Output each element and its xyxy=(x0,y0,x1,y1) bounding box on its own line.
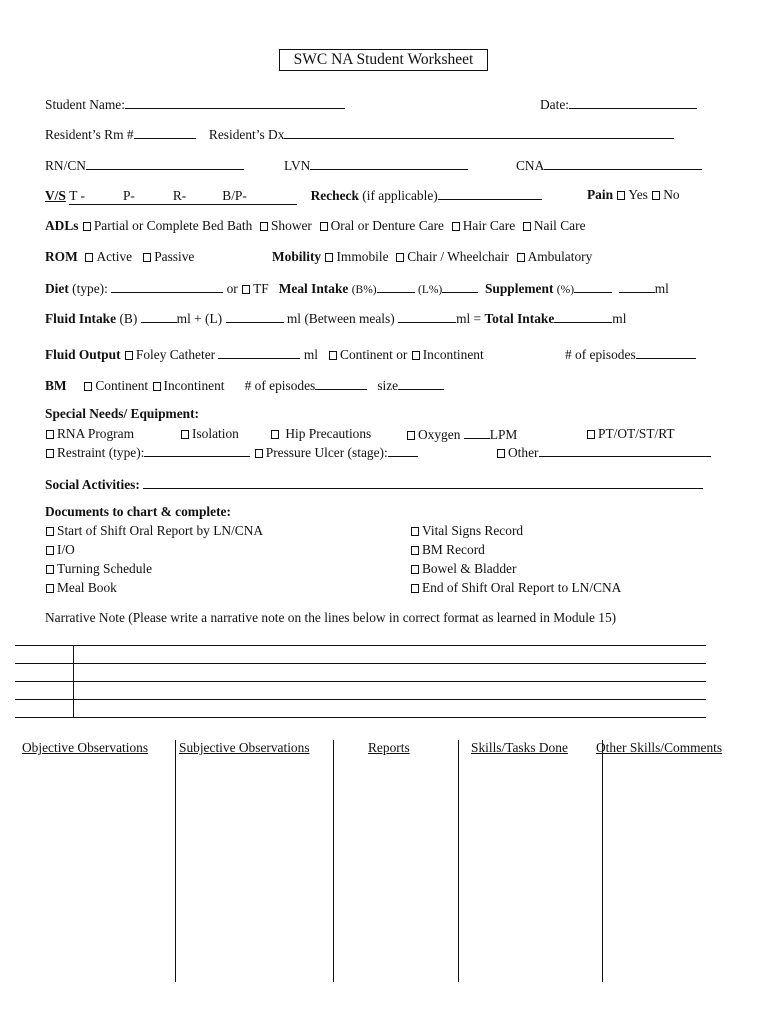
fluid-eq-label: ml = xyxy=(456,311,482,326)
oxygen-item xyxy=(406,426,517,443)
col-objective: Objective Observations xyxy=(22,740,149,755)
narrative-line xyxy=(15,717,706,718)
resident-dx-label: Resident’s Dx xyxy=(208,127,285,142)
nail-care-label: Nail Care xyxy=(533,218,586,233)
date-label: Date: xyxy=(540,97,569,112)
isolation-label: Isolation xyxy=(192,426,239,441)
doc-left-3 xyxy=(45,580,117,596)
supplement-pct-label: (%) xyxy=(556,284,575,296)
adls-label: ADLs xyxy=(45,218,79,233)
doc-label: Vital Signs Record xyxy=(422,523,524,538)
continent-checkbox[interactable] xyxy=(329,351,337,360)
student-name-field[interactable] xyxy=(125,96,345,109)
pt-checkbox[interactable] xyxy=(587,430,595,439)
fluid-between-label: ml (Between meals) xyxy=(286,311,395,326)
adls-row xyxy=(45,218,586,234)
isolation-checkbox[interactable] xyxy=(181,430,189,439)
bp-label: B/P- xyxy=(222,188,247,203)
active-label: Active xyxy=(96,249,133,264)
breakfast-pct-label: (B%) xyxy=(351,284,377,296)
lvn-field[interactable] xyxy=(310,157,468,170)
other-label: Other xyxy=(508,445,539,460)
pain-label: Pain xyxy=(587,187,614,202)
pain-row xyxy=(587,187,680,203)
total-ml-label: ml xyxy=(612,311,627,326)
pain-yes-label: Yes xyxy=(628,187,648,202)
shower-checkbox[interactable] xyxy=(260,222,268,231)
fluid-l-label: ml + (L) xyxy=(176,311,223,326)
oxygen-label: Oxygen xyxy=(418,427,461,442)
fluid-b-field[interactable] xyxy=(141,310,177,323)
ambulatory-label: Ambulatory xyxy=(527,249,593,264)
diet-row xyxy=(45,280,669,298)
pressure-checkbox[interactable] xyxy=(255,449,263,458)
doc-label: I/O xyxy=(57,542,75,557)
recheck-label: Recheck xyxy=(310,188,359,203)
special-needs-row1 xyxy=(45,426,134,442)
resident-dx-field[interactable] xyxy=(284,126,674,139)
fluid-intake-row xyxy=(45,310,626,327)
bm-episodes-field[interactable] xyxy=(315,377,367,390)
isolation-item xyxy=(180,426,239,442)
doc-left-0 xyxy=(45,523,263,539)
supplement-label: Supplement xyxy=(484,281,554,296)
doc-label: Meal Book xyxy=(57,580,117,595)
foley-checkbox[interactable] xyxy=(125,351,133,360)
total-intake-field[interactable] xyxy=(554,310,612,323)
doc-right-3 xyxy=(410,580,621,596)
bm-incontinent-checkbox[interactable] xyxy=(153,382,161,391)
lvn-label: LVN xyxy=(284,158,311,173)
fluid-output-label: Fluid Output xyxy=(45,347,121,362)
student-name-label: Student Name: xyxy=(45,97,125,112)
date-row xyxy=(540,96,697,113)
oxygen-checkbox[interactable] xyxy=(407,431,415,440)
restraint-field[interactable] xyxy=(144,444,250,457)
vital-signs-row xyxy=(45,187,542,205)
pressure-field[interactable] xyxy=(388,444,418,457)
doc-label: Start of Shift Oral Report by LN/CNA xyxy=(57,523,264,538)
passive-checkbox[interactable] xyxy=(143,253,151,262)
nail-care-checkbox[interactable] xyxy=(523,222,531,231)
pressure-label: Pressure Ulcer (stage): xyxy=(265,445,388,460)
documents-heading: Documents to chart & complete: xyxy=(45,504,231,519)
cna-row xyxy=(516,157,702,174)
fluid-output-row xyxy=(45,346,484,363)
lunch-pct-label: (L%) xyxy=(417,284,443,296)
incontinent-label: Incontinent xyxy=(422,347,484,362)
output-episodes-field[interactable] xyxy=(636,346,696,359)
doc-left-1 xyxy=(45,542,75,558)
recheck-note: (if applicable) xyxy=(362,188,438,203)
oral-care-checkbox[interactable] xyxy=(320,222,328,231)
fluid-l-field[interactable] xyxy=(226,310,284,323)
doc-checkbox[interactable] xyxy=(46,565,54,574)
bm-size-field[interactable] xyxy=(398,377,444,390)
doc-checkbox[interactable] xyxy=(46,546,54,555)
bm-incontinent-label: Incontinent xyxy=(163,378,225,393)
other-field[interactable] xyxy=(539,444,711,457)
mobility-row xyxy=(272,249,592,265)
hip-item xyxy=(270,426,371,442)
bm-continent-checkbox[interactable] xyxy=(84,382,92,391)
date-field[interactable] xyxy=(569,96,697,109)
column-divider xyxy=(458,740,459,982)
rna-checkbox[interactable] xyxy=(46,430,54,439)
fluid-b-label: (B) xyxy=(119,311,138,326)
or-label: or xyxy=(226,281,238,296)
bm-continent-label: Continent xyxy=(95,378,149,393)
hip-checkbox[interactable] xyxy=(271,430,279,439)
lpm-label: LPM xyxy=(489,427,518,442)
staff-row xyxy=(45,157,244,174)
social-label: Social Activities: xyxy=(45,477,140,492)
diet-label: Diet xyxy=(45,281,69,296)
doc-label: Turning Schedule xyxy=(57,561,153,576)
doc-right-2 xyxy=(410,561,516,577)
restraint-checkbox[interactable] xyxy=(46,449,54,458)
output-episodes-row xyxy=(565,346,696,363)
worksheet-title: SWC NA Student Worksheet xyxy=(279,49,488,71)
lunch-pct-field[interactable] xyxy=(442,280,478,293)
doc-checkbox[interactable] xyxy=(411,565,419,574)
rn-field[interactable] xyxy=(86,157,244,170)
doc-checkbox[interactable] xyxy=(411,546,419,555)
chair-label: Chair / Wheelchair xyxy=(407,249,509,264)
column-divider xyxy=(602,740,603,982)
lvn-row xyxy=(284,157,468,174)
doc-right-1 xyxy=(410,542,485,558)
column-divider xyxy=(333,740,334,982)
r-label: R- xyxy=(172,188,187,203)
vs-label: V/S xyxy=(45,188,66,203)
social-field[interactable] xyxy=(143,476,703,489)
recheck-field[interactable] xyxy=(438,187,542,200)
doc-right-0 xyxy=(410,523,523,539)
bm-label: BM xyxy=(45,378,67,393)
rom-label: ROM xyxy=(45,249,78,264)
cna-label: CNA xyxy=(516,158,545,173)
supplement-ml-label: ml xyxy=(654,281,669,296)
restraint-label: Restraint (type): xyxy=(57,445,145,460)
hair-care-label: Hair Care xyxy=(462,218,516,233)
immobile-label: Immobile xyxy=(336,249,389,264)
pain-no-checkbox[interactable] xyxy=(652,191,660,200)
rom-row xyxy=(45,249,194,265)
narrative-area[interactable] xyxy=(74,646,706,717)
hip-label: Hip Precautions xyxy=(285,426,372,441)
doc-checkbox[interactable] xyxy=(46,584,54,593)
fluid-intake-label: Fluid Intake xyxy=(45,311,117,326)
bed-bath-checkbox[interactable] xyxy=(83,222,91,231)
meal-intake-label: Meal Intake xyxy=(278,281,349,296)
continent-or-label: Continent or xyxy=(340,347,408,362)
bm-episodes-label: # of episodes xyxy=(244,378,316,393)
passive-label: Passive xyxy=(154,249,195,264)
doc-label: End of Shift Oral Report to LN/CNA xyxy=(422,580,622,595)
pt-item xyxy=(586,426,675,442)
doc-left-2 xyxy=(45,561,152,577)
other-checkbox[interactable] xyxy=(497,449,505,458)
vs-field[interactable] xyxy=(69,188,297,205)
hair-care-checkbox[interactable] xyxy=(452,222,460,231)
output-episodes-label: # of episodes xyxy=(565,347,636,362)
bm-size-label: size xyxy=(377,378,399,393)
social-row xyxy=(45,476,703,493)
diet-type-field[interactable] xyxy=(111,280,223,293)
col-subjective: Subjective Observations xyxy=(179,740,310,755)
mobility-label: Mobility xyxy=(272,249,322,264)
cna-field[interactable] xyxy=(544,157,702,170)
pain-yes-checkbox[interactable] xyxy=(617,191,625,200)
foley-label: Foley Catheter xyxy=(135,347,216,362)
breakfast-pct-field[interactable] xyxy=(377,280,415,293)
foley-ml-field[interactable] xyxy=(218,346,300,359)
tf-checkbox[interactable] xyxy=(242,285,250,294)
doc-checkbox[interactable] xyxy=(411,527,419,536)
resident-row xyxy=(45,126,674,143)
foley-ml-label: ml xyxy=(303,347,318,362)
immobile-checkbox[interactable] xyxy=(325,253,333,262)
pt-label: PT/OT/ST/RT xyxy=(598,426,675,441)
chair-checkbox[interactable] xyxy=(396,253,404,262)
bm-row xyxy=(45,377,444,394)
col-reports: Reports xyxy=(368,740,410,755)
tf-label: TF xyxy=(253,281,269,296)
total-intake-label: Total Intake xyxy=(484,311,555,326)
column-divider xyxy=(175,740,176,982)
doc-label: Bowel & Bladder xyxy=(422,561,517,576)
doc-checkbox[interactable] xyxy=(411,584,419,593)
doc-checkbox[interactable] xyxy=(46,527,54,536)
col-other: Other Skills/Comments xyxy=(596,740,723,755)
incontinent-checkbox[interactable] xyxy=(412,351,420,360)
doc-label: BM Record xyxy=(422,542,485,557)
bed-bath-label: Partial or Complete Bed Bath xyxy=(93,218,253,233)
diet-type-label: (type): xyxy=(72,281,108,296)
lpm-field[interactable] xyxy=(464,426,490,439)
oral-care-label: Oral or Denture Care xyxy=(330,218,445,233)
supplement-ml-field[interactable] xyxy=(619,280,655,293)
pain-no-label: No xyxy=(663,187,680,202)
col-skills: Skills/Tasks Done xyxy=(471,740,568,755)
shower-label: Shower xyxy=(270,218,312,233)
special-needs-row2 xyxy=(45,444,418,461)
t-label: T - xyxy=(69,188,85,203)
p-label: P- xyxy=(122,188,135,203)
narrative-label: Narrative Note (Please write a narrative note on the lines below in correct format as learned in Module 15) xyxy=(45,610,617,625)
rna-label: RNA Program xyxy=(57,426,134,441)
supplement-pct-field[interactable] xyxy=(574,280,612,293)
special-needs-heading: Special Needs/ Equipment: xyxy=(45,406,200,421)
ambulatory-checkbox[interactable] xyxy=(517,253,525,262)
resident-rm-field[interactable] xyxy=(134,126,196,139)
rn-label: RN/CN xyxy=(45,158,86,173)
other-item xyxy=(496,444,711,461)
fluid-between-field[interactable] xyxy=(398,310,456,323)
student-name-row xyxy=(45,96,345,113)
resident-rm-label: Resident’s Rm # xyxy=(45,127,134,142)
active-checkbox[interactable] xyxy=(85,253,93,262)
